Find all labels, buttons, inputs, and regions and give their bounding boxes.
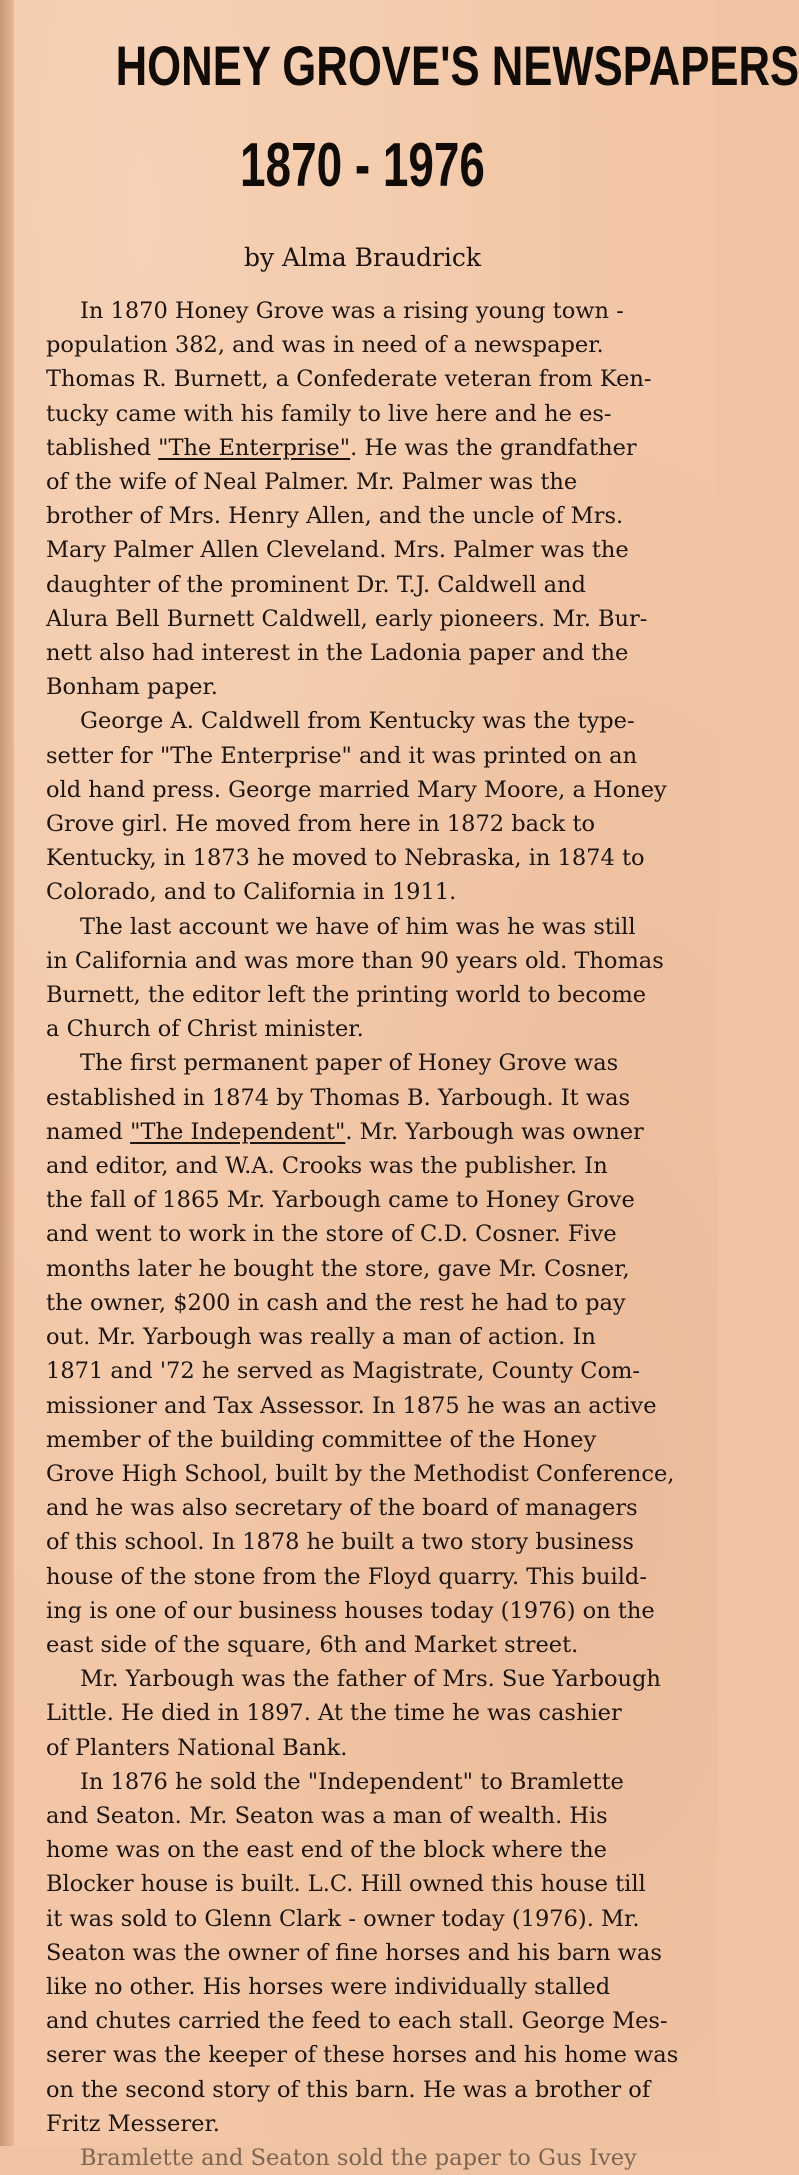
text-fragment: tablished: [46, 434, 159, 461]
text-line: Kentucky, in 1873 he moved to Nebraska, in 1874 to: [46, 845, 645, 872]
text-line: house of the stone from the Floyd quarry. This build-: [46, 1563, 647, 1590]
text-line: on the second story of this barn. He was a brother of: [46, 2076, 651, 2103]
text-line: population 382, and was in need of a newspaper.: [46, 332, 604, 359]
text-line: months later he bought the store, gave Mr. Cosner,: [46, 1255, 630, 1282]
text-line: established in 1874 by Thomas B. Yarbough. It was: [46, 1084, 631, 1111]
text-line: a Church of Christ minister.: [46, 1016, 364, 1043]
paper-name-independent: "The Independent": [130, 1118, 346, 1145]
text-line: Blocker house is built. L.C. Hill owned this house till: [46, 1871, 646, 1898]
text-line: and Seaton. Mr. Seaton was a man of wealth. His: [46, 1802, 608, 1829]
paragraph: [46, 1046, 679, 1662]
text-line: like no other. His horses were individually stalled: [46, 1973, 611, 2000]
article-body: [46, 294, 679, 2171]
text-line: Mary Palmer Allen Cleveland. Mrs. Palmer was the: [46, 537, 629, 564]
text-line: Grove High School, built by the Methodist Conference,: [46, 1460, 675, 1487]
text-line: east side of the square, 6th and Market street.: [46, 1631, 579, 1658]
text-line: daughter of the prominent Dr. T.J. Caldwell and: [46, 571, 586, 598]
text-line: Seaton was the owner of fine horses and his barn was: [46, 1939, 662, 1966]
text-line: Mr. Yarbough was the father of Mrs. Sue Yarbough: [80, 1666, 661, 1693]
text-line: home was on the east end of the block where the: [46, 1837, 607, 1864]
text-line: [46, 431, 679, 465]
text-line: and he was also secretary of the board of managers: [46, 1495, 638, 1522]
paragraph: [46, 1662, 679, 1765]
text-line: Little. He died in 1897. At the time he was cashier: [46, 1700, 622, 1727]
text-line: Fritz Messerer.: [46, 2110, 220, 2137]
text-line: out. Mr. Yarbough was really a man of action. In: [46, 1324, 596, 1351]
text-fragment: named: [46, 1118, 131, 1145]
text-line: serer was the keeper of these horses and his home was: [46, 2042, 679, 2069]
byline: by Alma Braudrick: [243, 243, 482, 272]
text-line: In 1876 he sold the "Independent" to Bramlette: [80, 1768, 624, 1795]
text-line: and went to work in the store of C.D. Cosner. Five: [46, 1221, 617, 1248]
text-line: setter for "The Enterprise" and it was printed on an: [46, 742, 638, 769]
text-line: George A. Caldwell from Kentucky was the type-: [80, 708, 635, 735]
paragraph: [46, 1765, 679, 2141]
text-line: member of the building committee of the Honey: [46, 1426, 597, 1453]
text-line: Burnett, the editor left the printing world to become: [46, 982, 647, 1009]
text-line: nett also had interest in the Ladonia paper and the: [46, 640, 629, 667]
text-line: tucky came with his family to live here and he es-: [46, 400, 612, 427]
text-line: old hand press. George married Mary Moore, a Honey: [46, 776, 667, 803]
text-line: Alura Bell Burnett Caldwell, early pioneers. Mr. Bur-: [46, 605, 648, 632]
paragraph: [46, 910, 679, 1047]
headline-years: 1870 - 1976: [240, 131, 485, 200]
text-line: missioner and Tax Assessor. In 1875 he was an active: [46, 1392, 657, 1419]
text-line: the owner, $200 in cash and the rest he had to pay: [46, 1289, 626, 1316]
text-line: of Planters National Bank.: [46, 1734, 348, 1761]
text-line: of the wife of Neal Palmer. Mr. Palmer was the: [46, 469, 578, 496]
text-line: of this school. In 1878 he built a two story business: [46, 1529, 634, 1556]
text-line: Bonham paper.: [46, 674, 218, 701]
text-line: In 1870 Honey Grove was a rising young town -: [80, 298, 624, 324]
text-line: Thomas R. Burnett, a Confederate veteran from Ken-: [46, 366, 652, 393]
text-line: and chutes carried the feed to each stall. George Mes-: [46, 2008, 668, 2035]
text-line: The last account we have of him was he was still: [80, 913, 636, 940]
cut-off-line: Bramlette and Seaton sold the paper to Gus Ivey: [80, 2144, 637, 2171]
paper-name-enterprise: "The Enterprise": [158, 434, 351, 461]
text-line: the fall of 1865 Mr. Yarbough came to Honey Grove: [46, 1187, 635, 1214]
text-line: The first permanent paper of Honey Grove was: [80, 1050, 619, 1077]
text-line: [46, 1115, 679, 1149]
paragraph: [46, 704, 679, 909]
paragraph: [46, 294, 679, 704]
text-line: brother of Mrs. Henry Allen, and the uncle of Mrs.: [46, 503, 624, 530]
text-line: it was sold to Glenn Clark - owner today (1976). Mr.: [46, 1905, 640, 1932]
text-line: in California and was more than 90 years old. Thomas: [46, 947, 664, 974]
text-fragment: . Mr. Yarbough was owner: [345, 1118, 644, 1145]
text-line: ing is one of our business houses today (1976) on the: [46, 1597, 655, 1624]
clipping-edge: [0, 0, 14, 2146]
headline: HONEY GROVE'S NEWSPAPERS: [115, 34, 799, 97]
text-line: and editor, and W.A. Crooks was the publisher. In: [46, 1153, 608, 1180]
text-fragment: . He was the grandfather: [350, 434, 637, 461]
text-line: Colorado, and to California in 1911.: [46, 879, 457, 906]
text-line: Grove girl. He moved from here in 1872 back to: [46, 811, 596, 838]
text-line: 1871 and '72 he served as Magistrate, County Com-: [46, 1358, 640, 1385]
